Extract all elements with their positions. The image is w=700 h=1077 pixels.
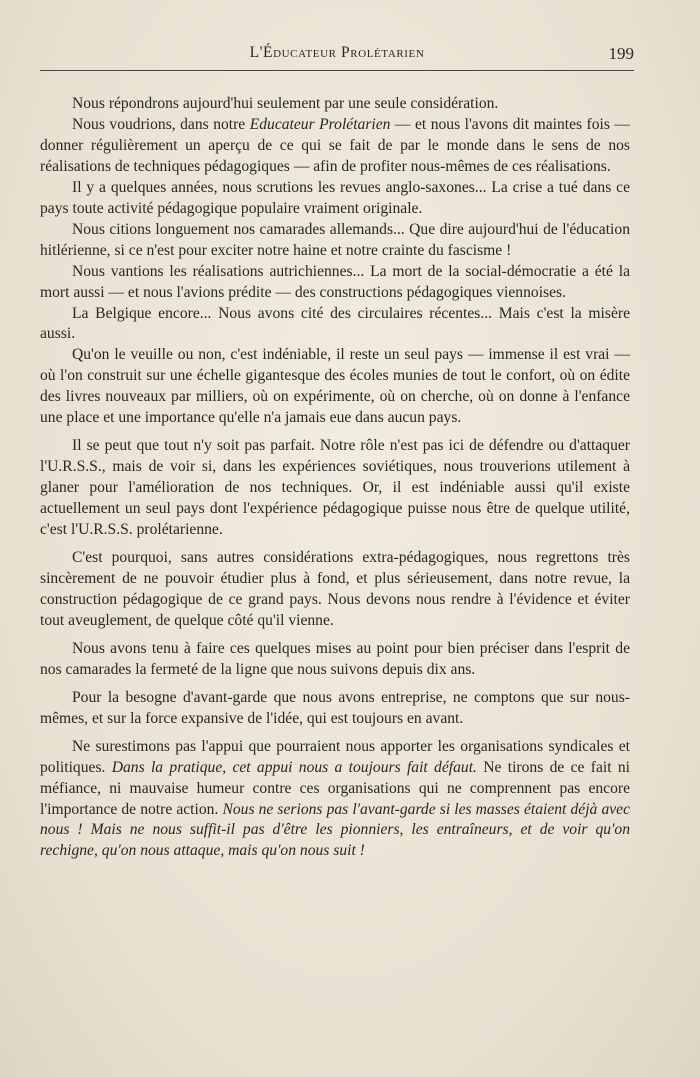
paragraph-1: Nous répondrons aujourd'hui seulement par une seule considération. (72, 95, 499, 112)
paragraph-7: Qu'on le veuille ou non, c'est indéniable, il reste un seul pays — immense il est vrai — où l'on construit sur une échelle gigantesque des écoles munies de tout le confort, où on édite des livres nouveaux par milliers, où on expérimente, où on cherche, où on donne à l'enfance une place et une importance qu'elle n'a jamais eue dans aucun pays. (40, 346, 630, 427)
paragraph-12 (40, 737, 630, 863)
paragraph-6: La Belgique encore... Nous avons cité des circulaires récentes... Mais c'est la misère aussi. (40, 304, 630, 343)
paragraph-10: Nous avons tenu à faire ces quelques mises au point pour bien préciser dans l'esprit de nos camarades la fermeté de la ligne que nous suivons depuis dix ans. (40, 639, 630, 678)
paragraph-12-text-start: Ne surestimons pas l'appui que pourraient nous apporter les organisations syndicales et politiques. (40, 737, 630, 776)
paragraph-12-text-middle: Ne tirons de ce fait ni méfiance, ni mauvaise humeur contre ces organisations qui ne comprennent pas encore l'importance de notre action. (40, 758, 630, 818)
paragraph-3: Il y a quelques années, nous scrutions les revues anglo-saxones... La crise a tué dans ce pays toute activité pédagogique populaire vraiment originale. (40, 178, 630, 217)
paragraph-2 (40, 115, 630, 178)
paragraph-2-text-end: — et nous l'avons dit maintes fois — donner régulièrement un aperçu de ce qui se fait de par le monde dans le sens de nos réalisations de techniques pédagogiques — afin de profiter nous-mêmes de ces réalisations. (40, 115, 630, 175)
article-body (40, 94, 630, 862)
paragraph-12-italic-1: Dans la pratique, cet appui nous a toujours fait défaut. (111, 758, 477, 776)
running-title: L'Éducateur Prolétarien (249, 44, 425, 61)
paragraph-4: Nous citions longuement nos camarades allemands... Que dire aujourd'hui de l'éducation hitlérienne, si ce n'est pour exciter notre haine et notre crainte du fascisme ! (40, 220, 630, 259)
paragraph-2-text-start: Nous voudrions, dans notre (72, 115, 250, 133)
paragraph-12-italic-2: Nous ne serions pas l'avant-garde si les masses étaient déjà avec nous ! Mais ne nous suffit-il pas d'être les pionniers, les entraîneurs, et de voir qu'on rechigne, qu'on nous attaque, mais qu'on nous suit ! (40, 800, 630, 860)
header-rule (40, 70, 634, 71)
page-number: 199 (608, 44, 634, 63)
journal-title: Educateur Prolétarien (249, 115, 391, 133)
paragraph-5: Nous vantions les réalisations autrichiennes... La mort de la social-démocratie a été la mort aussi — et nous l'avions prédite — des constructions pédagogiques viennoises. (40, 262, 630, 301)
paragraph-9: C'est pourquoi, sans autres considérations extra-pédagogiques, nous regrettons très sincèrement de ne pouvoir étudier plus à fond, et plus sérieusement, dans notre revue, la construction pédagogique de ce grand pays. Nous devons nous rendre à l'évidence et éviter tout aveuglement, de quelque côté qu'il vienne. (40, 549, 630, 629)
paragraph-8: Il se peut que tout n'y soit pas parfait. Notre rôle n'est pas ici de défendre ou d'attaquer l'U.R.S.S., mais de voir si, dans les expériences soviétiques, nous trouverions utilement à glaner pour l'amélioration de nos techniques. Or, il est indéniable aussi qu'il existe actuellement un seul pays dont l'expérience pédagogique puisse nous être de quelque utilité, c'est l'U.R.S.S. prolétarienne. (40, 437, 630, 539)
paragraph-11: Pour la besogne d'avant-garde que nous avons entreprise, ne comptons que sur nous-mêmes, et sur la force expansive de l'idée, qui est toujours en avant. (40, 688, 630, 727)
page-header (40, 44, 634, 72)
